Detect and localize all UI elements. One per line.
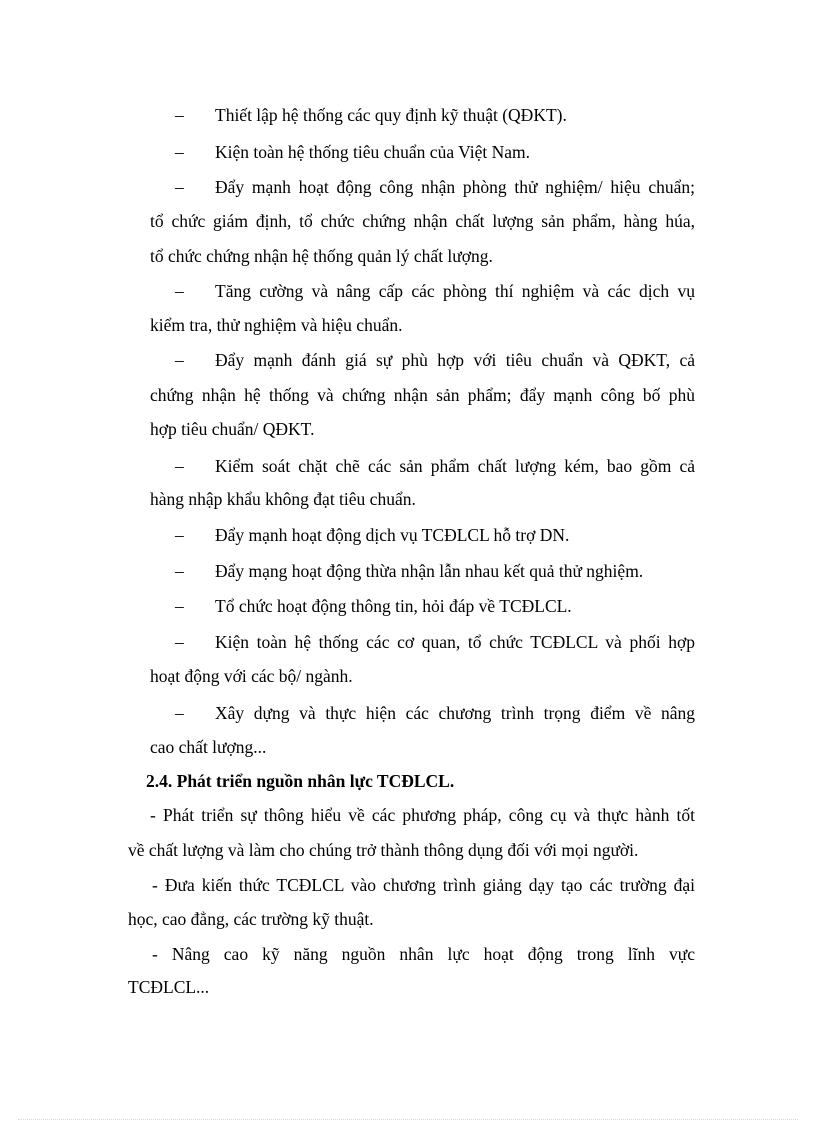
bullet-line: tổ chức chứng nhận hệ thống quản lý chất lượng. bbox=[150, 246, 493, 266]
bullet-dash: – bbox=[175, 703, 184, 723]
bullet-line: Kiện toàn hệ thống các cơ quan, tổ chức TCĐLCL và phối hợp bbox=[215, 632, 695, 652]
paragraph-line: - Đưa kiến thức TCĐLCL vào chương trình giảng dạy tạo các trường đại bbox=[152, 875, 695, 895]
bullet-line: Đẩy mạnh hoạt động công nhận phòng thử nghiệm/ hiệu chuẩn; bbox=[215, 177, 695, 197]
paragraph-line: về chất lượng và làm cho chúng trở thành thông dụng đối với mọi người. bbox=[128, 840, 639, 860]
bullet-line: Tăng cường và nâng cấp các phòng thí nghiệm và các dịch vụ bbox=[215, 281, 695, 301]
bullet-line: hoạt động với các bộ/ ngành. bbox=[150, 666, 353, 686]
bullet-dash: – bbox=[175, 456, 184, 476]
paragraph-line: TCĐLCL... bbox=[128, 977, 210, 997]
bullet-line: tổ chức giám định, tổ chức chứng nhận chất lượng sản phẩm, hàng húa, bbox=[150, 211, 695, 231]
bullet-line: Kiện toàn hệ thống tiêu chuẩn của Việt Nam. bbox=[215, 142, 530, 162]
bullet-dash: – bbox=[175, 632, 184, 652]
bullet-dash: – bbox=[175, 350, 184, 370]
bullet-line: Tổ chức hoạt động thông tin, hỏi đáp về TCĐLCL. bbox=[215, 596, 572, 616]
bullet-dash: – bbox=[175, 525, 184, 545]
bullet-line: hàng nhập khẩu không đạt tiêu chuẩn. bbox=[150, 489, 416, 509]
bullet-line: Xây dựng và thực hiện các chương trình trọng điểm về nâng bbox=[215, 703, 695, 723]
bullet-line: Đẩy mạnh hoạt động dịch vụ TCĐLCL hỗ trợ DN. bbox=[215, 525, 570, 545]
bullet-line: Đẩy mạnh đánh giá sự phù hợp với tiêu chuẩn và QĐKT, cả bbox=[215, 350, 695, 370]
bullet-line: chứng nhận hệ thống và chứng nhận sản phẩm; đẩy mạnh công bố phù bbox=[150, 385, 695, 405]
bullet-line: cao chất lượng... bbox=[150, 737, 267, 757]
section-heading: 2.4. Phát triển nguồn nhân lực TCĐLCL. bbox=[146, 771, 455, 791]
bullet-line: kiểm tra, thử nghiệm và hiệu chuẩn. bbox=[150, 315, 403, 335]
bullet-dash: – bbox=[175, 281, 184, 301]
bullet-dash: – bbox=[175, 105, 184, 125]
bullet-dash: – bbox=[175, 596, 184, 616]
bullet-dash: – bbox=[175, 177, 184, 197]
paragraph-line: - Phát triển sự thông hiểu về các phương pháp, công cụ và thực hành tốt bbox=[150, 805, 695, 825]
paragraph-line: - Nâng cao kỹ năng nguồn nhân lực hoạt động trong lĩnh vực bbox=[152, 944, 695, 964]
bullet-line: hợp tiêu chuẩn/ QĐKT. bbox=[150, 419, 315, 439]
bullet-dash: – bbox=[175, 142, 184, 162]
bullet-line: Thiết lập hệ thống các quy định kỹ thuật (QĐKT). bbox=[215, 105, 567, 125]
bullet-line: Kiểm soát chặt chẽ các sản phẩm chất lượng kém, bao gồm cả bbox=[215, 456, 695, 476]
bullet-line: Đẩy mạng hoạt động thừa nhận lẫn nhau kết quả thử nghiệm. bbox=[215, 561, 644, 581]
page-bottom-divider bbox=[18, 1119, 798, 1120]
paragraph-line: học, cao đẳng, các trường kỹ thuật. bbox=[128, 909, 374, 929]
bullet-dash: – bbox=[175, 561, 184, 581]
